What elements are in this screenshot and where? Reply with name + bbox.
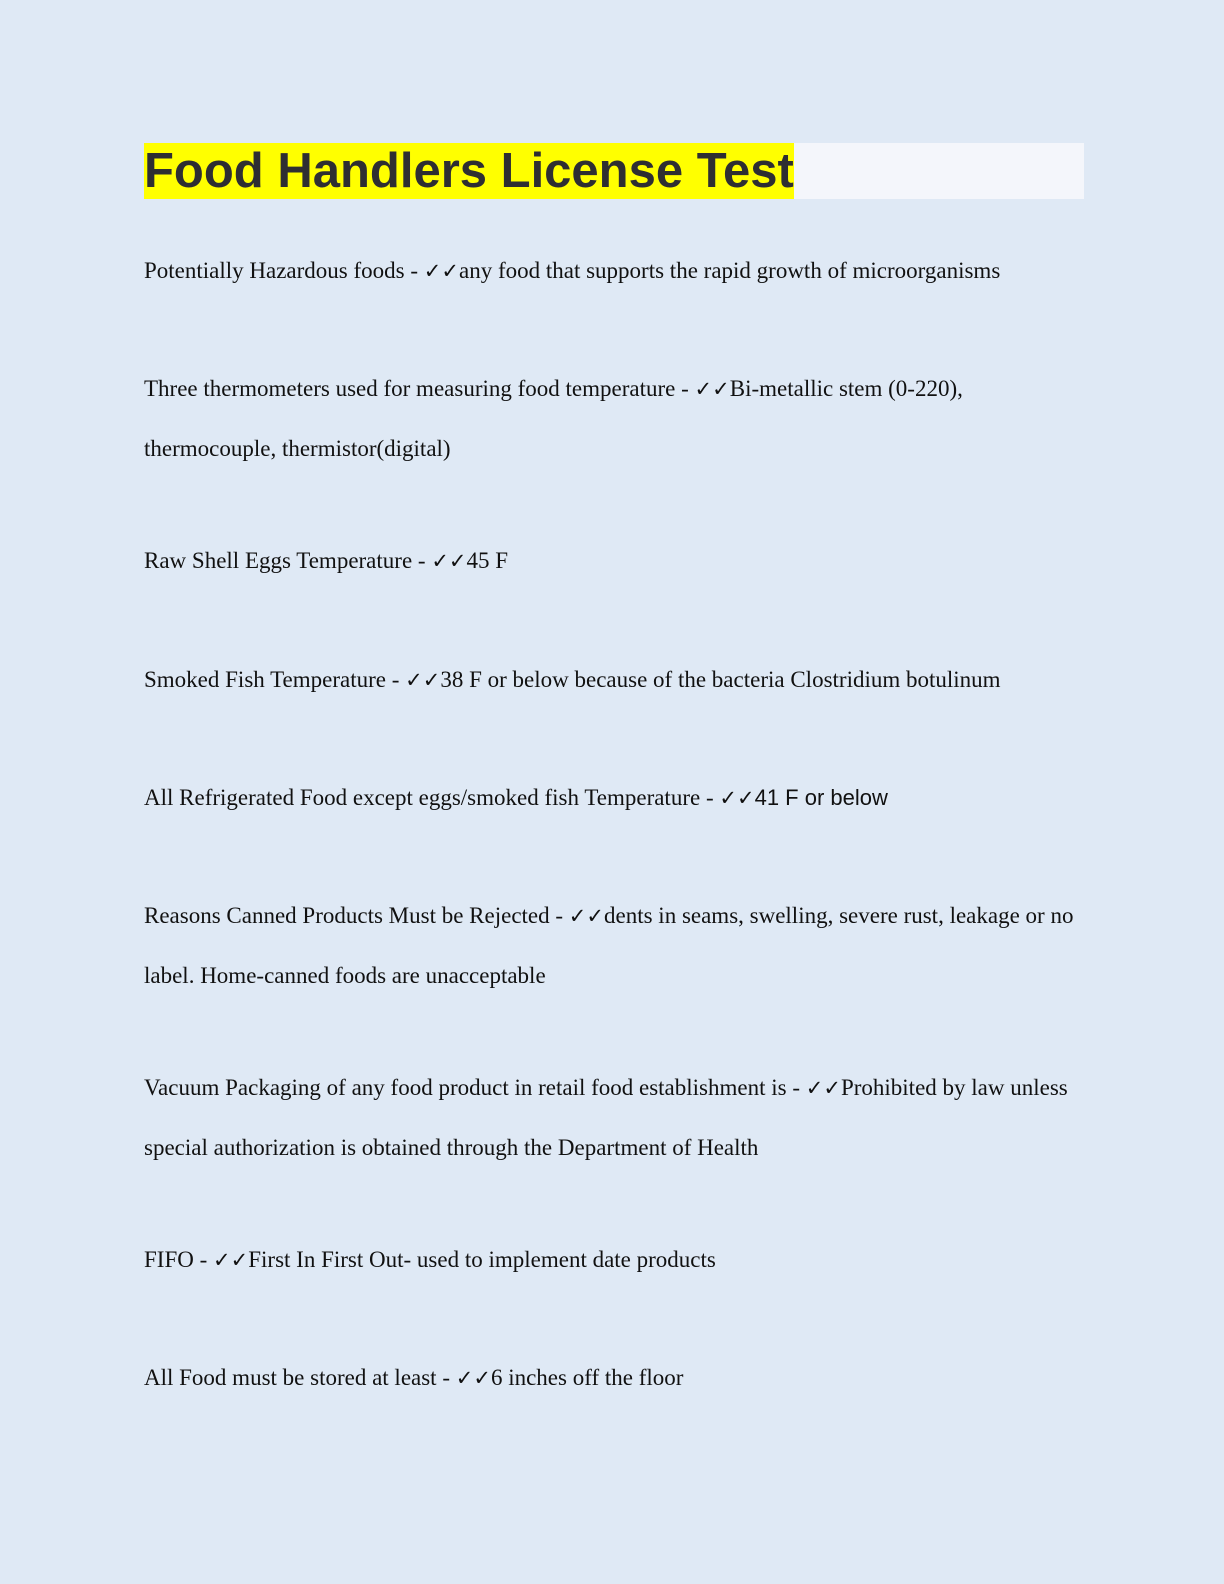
entry-term: Raw Shell Eggs Temperature: [144, 548, 413, 573]
entry-separator: -: [404, 258, 424, 283]
entry-answer: 45 F: [466, 548, 509, 573]
qa-entry: [144, 1058, 1084, 1177]
double-check-icon: ✓✓: [719, 786, 755, 810]
qa-entry: [144, 241, 1084, 301]
entry-term: Vacuum Packaging of any food product in retail food establishment is: [144, 1075, 787, 1100]
double-check-icon: ✓✓: [694, 377, 730, 401]
double-check-icon: ✓✓: [568, 904, 604, 928]
document-title: Food Handlers License Test: [144, 144, 794, 198]
entry-answer: any food that supports the rapid growth of microorganisms: [459, 258, 1001, 283]
entry-separator: -: [412, 548, 432, 573]
double-check-icon: ✓✓: [455, 1366, 491, 1390]
qa-entry: [144, 531, 1084, 591]
entry-term: Three thermometers used for measuring food temperature: [144, 376, 676, 401]
double-check-icon: ✓✓: [213, 1248, 249, 1272]
entry-separator: -: [385, 667, 406, 692]
qa-entry: [144, 650, 1084, 710]
double-check-icon: ✓✓: [431, 549, 467, 573]
title-highlight-bar: [144, 143, 1084, 199]
entry-term: All Food must be stored at least: [144, 1365, 437, 1390]
double-check-icon: ✓✓: [405, 668, 441, 692]
entry-answer: Prohibited by law unless special authorization is obtained through the Department of Health: [144, 1075, 1068, 1160]
entry-answer: dents in seams, swelling, severe rust, leakage or no label. Home-canned foods are unacceptable: [144, 903, 1074, 988]
entry-answer: Bi-metallic stem (0-220), thermocouple, thermistor(digital): [144, 376, 963, 461]
entry-term: All Refrigerated Food except eggs/smoked fish Temperature: [144, 785, 701, 810]
qa-entry: [144, 886, 1084, 1005]
entry-term: Smoked Fish Temperature: [144, 667, 386, 692]
entry-separator: -: [675, 376, 695, 401]
double-check-icon: ✓✓: [805, 1076, 841, 1100]
entry-separator: -: [549, 903, 569, 928]
entry-term: Reasons Canned Products Must be Rejected: [144, 903, 550, 928]
entry-separator: -: [700, 785, 720, 810]
qa-entry: [144, 1230, 1084, 1290]
entry-answer: 6 inches off the floor: [490, 1365, 684, 1390]
entry-answer: First In First Out- used to implement date products: [248, 1247, 716, 1272]
entry-term: FIFO: [144, 1247, 194, 1272]
entry-separator: -: [193, 1247, 214, 1272]
entry-separator: -: [786, 1075, 806, 1100]
double-check-icon: ✓✓: [423, 259, 459, 283]
qa-entry: [144, 1348, 1084, 1408]
entry-term: Potentially Hazardous foods: [144, 258, 405, 283]
qa-entry: [144, 359, 1084, 478]
entry-separator: -: [436, 1365, 456, 1390]
entry-answer: 38 F or below because of the bacteria Clostridium botulinum: [440, 667, 1001, 692]
entry-answer: 41 F or below: [754, 785, 888, 810]
qa-entry: [144, 768, 1084, 828]
